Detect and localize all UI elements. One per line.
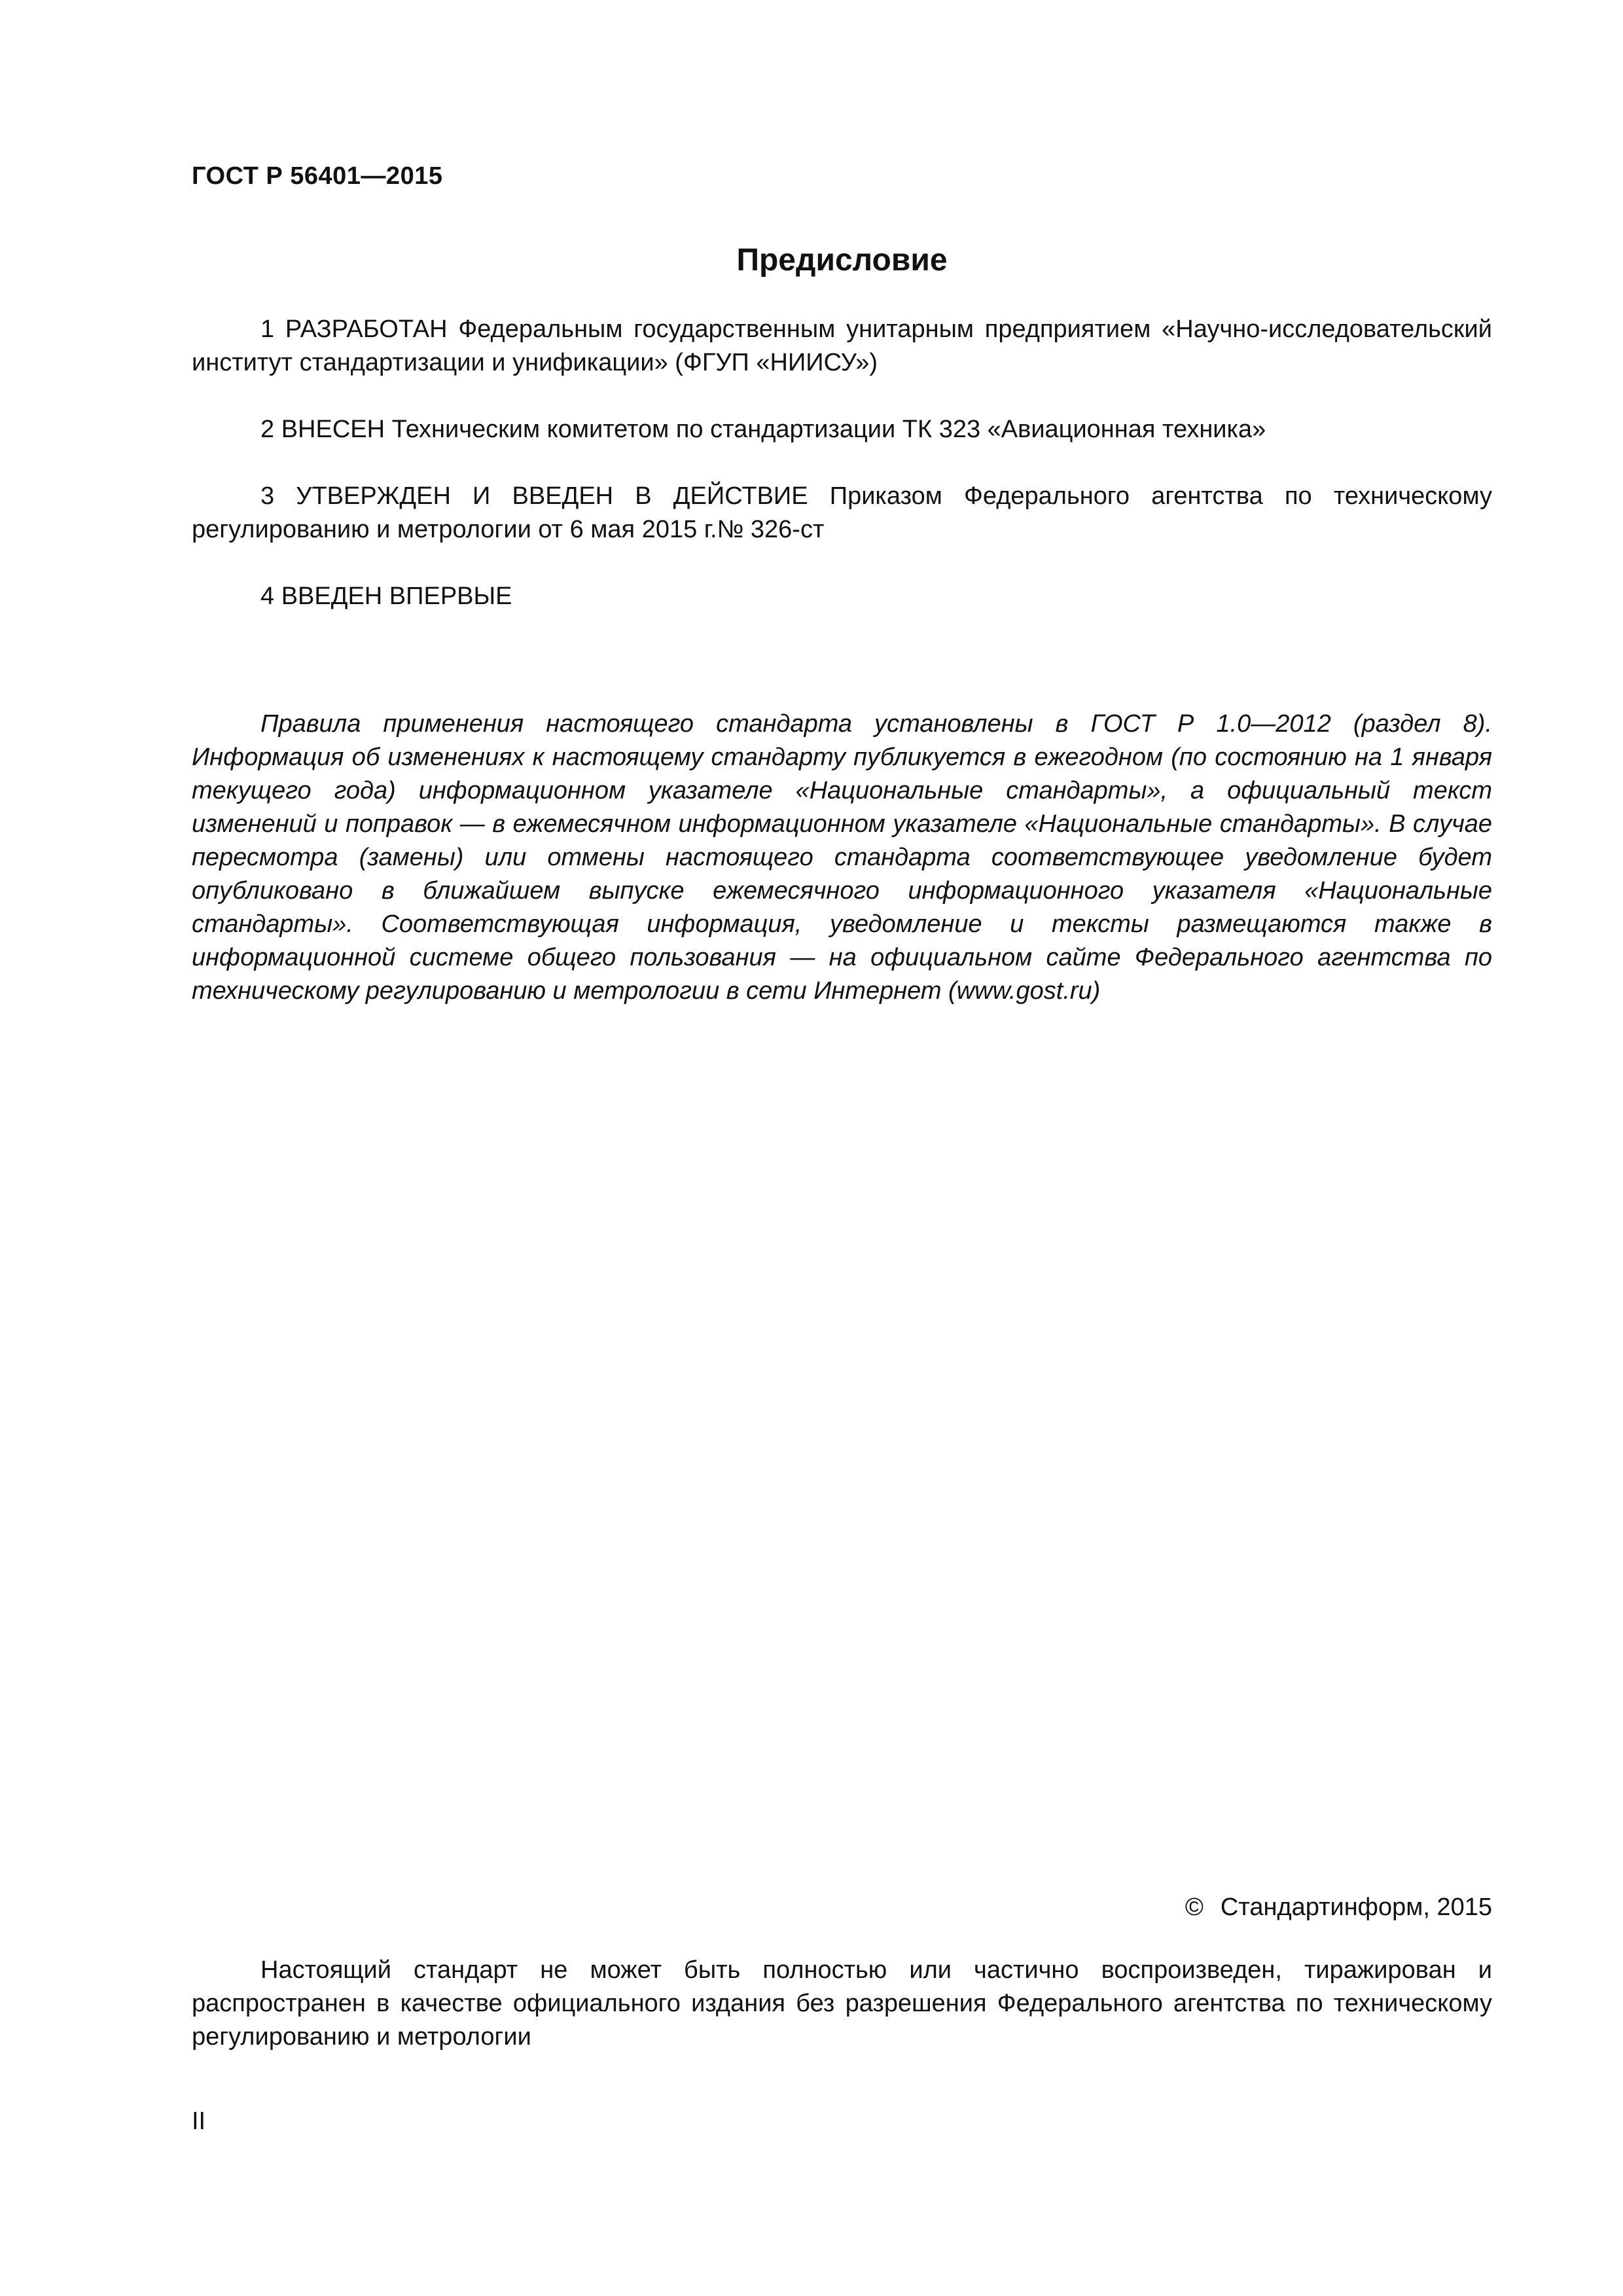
preface-item-introduced: 2 ВНЕСЕН Техническим комитетом по стандартизации ТК 323 «Авиационная техника» (260, 416, 1266, 443)
copyright-icon: © (1185, 1893, 1204, 1921)
preface-item-first-introduced: 4 ВВЕДЕН ВПЕРВЫЕ (260, 583, 512, 610)
copyright-text: Стандартинформ, 2015 (1220, 1893, 1492, 1921)
application-rules-note: Правила применения настоящего стандарта установлены в ГОСТ Р 1.0—2012 (раздел 8). Информация об изменениях к настоящему стандарту публикуется в ежегодном (по состоянию на 1 января текущего года) информационном указателе «Национальные стандарты», а официальный текст изменений и поправок — в ежемесячном информационном указателе «Национальные стандарты». В случае пересмотра (замены) или отмены настоящего стандарта соответствующее уведомление будет опубликовано в ближайшем выпуске ежемесячного информационного указателя «Национальные стандарты». Соответствующая информация, уведомление и тексты размещаются также в информационной системе общего пользования — на официальном сайте Федерального агентства по техническому регулированию и метрологии в сети Интернет (www.gost.ru) (192, 710, 1492, 1005)
rights-notice: Настоящий стандарт не может быть полностью или частично воспроизведен, тиражирован и распространен в качестве официального издания без разрешения Федерального агентства по техническому регулированию и метрологии (192, 1956, 1492, 2051)
preface-item-developed: 1 РАЗРАБОТАН Федеральным государственным унитарным предприятием «Научно-исследовательский институт стандартизации и унификации» (ФГУП «НИИСУ») (192, 315, 1492, 376)
page-number: II (192, 2108, 206, 2135)
copyright-line (1185, 1893, 1492, 1922)
document-code: ГОСТ Р 56401—2015 (192, 162, 443, 190)
preface-item-approved: 3 УТВЕРЖДЕН И ВВЕДЕН В ДЕЙСТВИЕ Приказом Федерального агентства по техническому регулированию и метрологии от 6 мая 2015 г.№ 326-ст (192, 482, 1492, 543)
preface-content (192, 313, 1492, 1008)
page-title: Предисловие (736, 243, 948, 278)
